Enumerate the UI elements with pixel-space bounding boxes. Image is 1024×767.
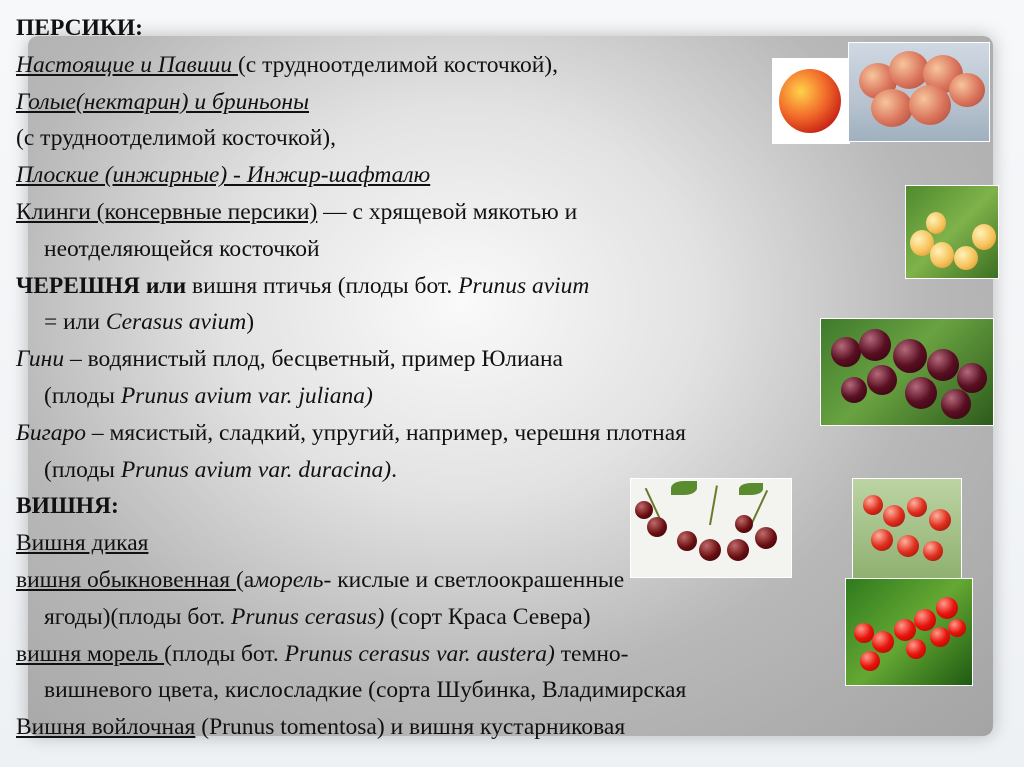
text-segment: Prunus avium: [458, 272, 590, 299]
text-segment: Вишня дикая: [16, 530, 149, 557]
text-segment: ЧЕРЕШНЯ или: [16, 272, 187, 299]
text-segment: .: [391, 456, 397, 483]
text-segment: (с трудноотделимой косточкой),: [16, 125, 337, 152]
text-line: [16, 157, 916, 194]
text-line: [16, 194, 916, 231]
text-segment: Голые(нектарин) и бриньоны: [16, 88, 309, 115]
text-segment: ягоды)(плоды бот.: [44, 603, 231, 630]
text-segment: – водянистый плод, бесцветный, пример Юлиана: [64, 346, 563, 373]
cherries-on-white-photo: [630, 478, 792, 578]
text-line: [16, 304, 916, 341]
text-segment: ): [246, 309, 255, 336]
text-segment: ВИШНЯ:: [16, 493, 119, 520]
text-segment: (с трудноотделимой косточкой),: [237, 51, 558, 78]
text-segment: неотделяющейся косточкой: [44, 235, 320, 262]
text-segment: Настоящие и Павиии: [16, 51, 238, 78]
text-segment: вишневого цвета, кислосладкие (сорта Шубинка, Владимирская: [44, 677, 687, 704]
text-segment: Prunus avium var. duracina): [120, 456, 392, 483]
text-segment: Плоские (инжирные) - Инжир-шафталю: [16, 162, 431, 189]
text-segment: вишня птичья (плоды бот.: [186, 272, 459, 299]
text-line: [16, 10, 916, 47]
dark-cherries-photo: [820, 318, 994, 426]
text-segment: = или: [44, 309, 106, 336]
text-segment: Бигаро: [16, 419, 87, 446]
text-segment: Prunus cerasus var. austera): [284, 640, 555, 667]
text-line: [16, 231, 916, 268]
text-segment: темно-: [554, 640, 629, 667]
text-segment: Клинги (консервные персики): [16, 198, 318, 225]
text-segment: Cerasus avium: [105, 309, 247, 336]
text-line: [16, 378, 916, 415]
text-segment: вишня морель: [16, 640, 165, 667]
text-line: [16, 709, 916, 746]
text-segment: Гини: [16, 346, 65, 373]
text-segment: - кислые и светлоокрашенные: [323, 566, 625, 593]
peach-photo: [772, 58, 850, 144]
text-segment: (Prunus tomentosa) и вишня кустарниковая: [195, 714, 626, 741]
text-segment: морель: [254, 566, 324, 593]
bright-red-cherries-photo: [845, 578, 973, 686]
text-line: [16, 636, 916, 673]
text-segment: Prunus avium var. juliana): [120, 382, 373, 409]
text-segment: Вишня войлочная: [16, 714, 196, 741]
text-segment: (плоды: [44, 382, 121, 409]
text-line: [16, 672, 916, 709]
text-line: [16, 341, 916, 378]
text-line: [16, 268, 916, 305]
text-segment: Prunus cerasus): [230, 603, 385, 630]
text-segment: (плоды: [44, 456, 121, 483]
text-segment: вишня обыкновенная: [16, 566, 236, 593]
text-segment: (а: [235, 566, 255, 593]
text-segment: — с хрящевой мякотью и: [317, 198, 578, 225]
text-segment: (сорт Краса Севера): [384, 603, 591, 630]
red-cherries-hanging-photo: [852, 478, 962, 580]
text-segment: (плоды бот.: [164, 640, 285, 667]
text-segment: ПЕРСИКИ:: [16, 15, 143, 41]
peach-bowl-photo: [848, 42, 990, 142]
text-line: [16, 415, 916, 452]
text-line: [16, 599, 916, 636]
yellow-cherries-photo: [905, 185, 999, 279]
text-segment: – мясистый, сладкий, упругий, например, черешня плотная: [86, 419, 686, 446]
